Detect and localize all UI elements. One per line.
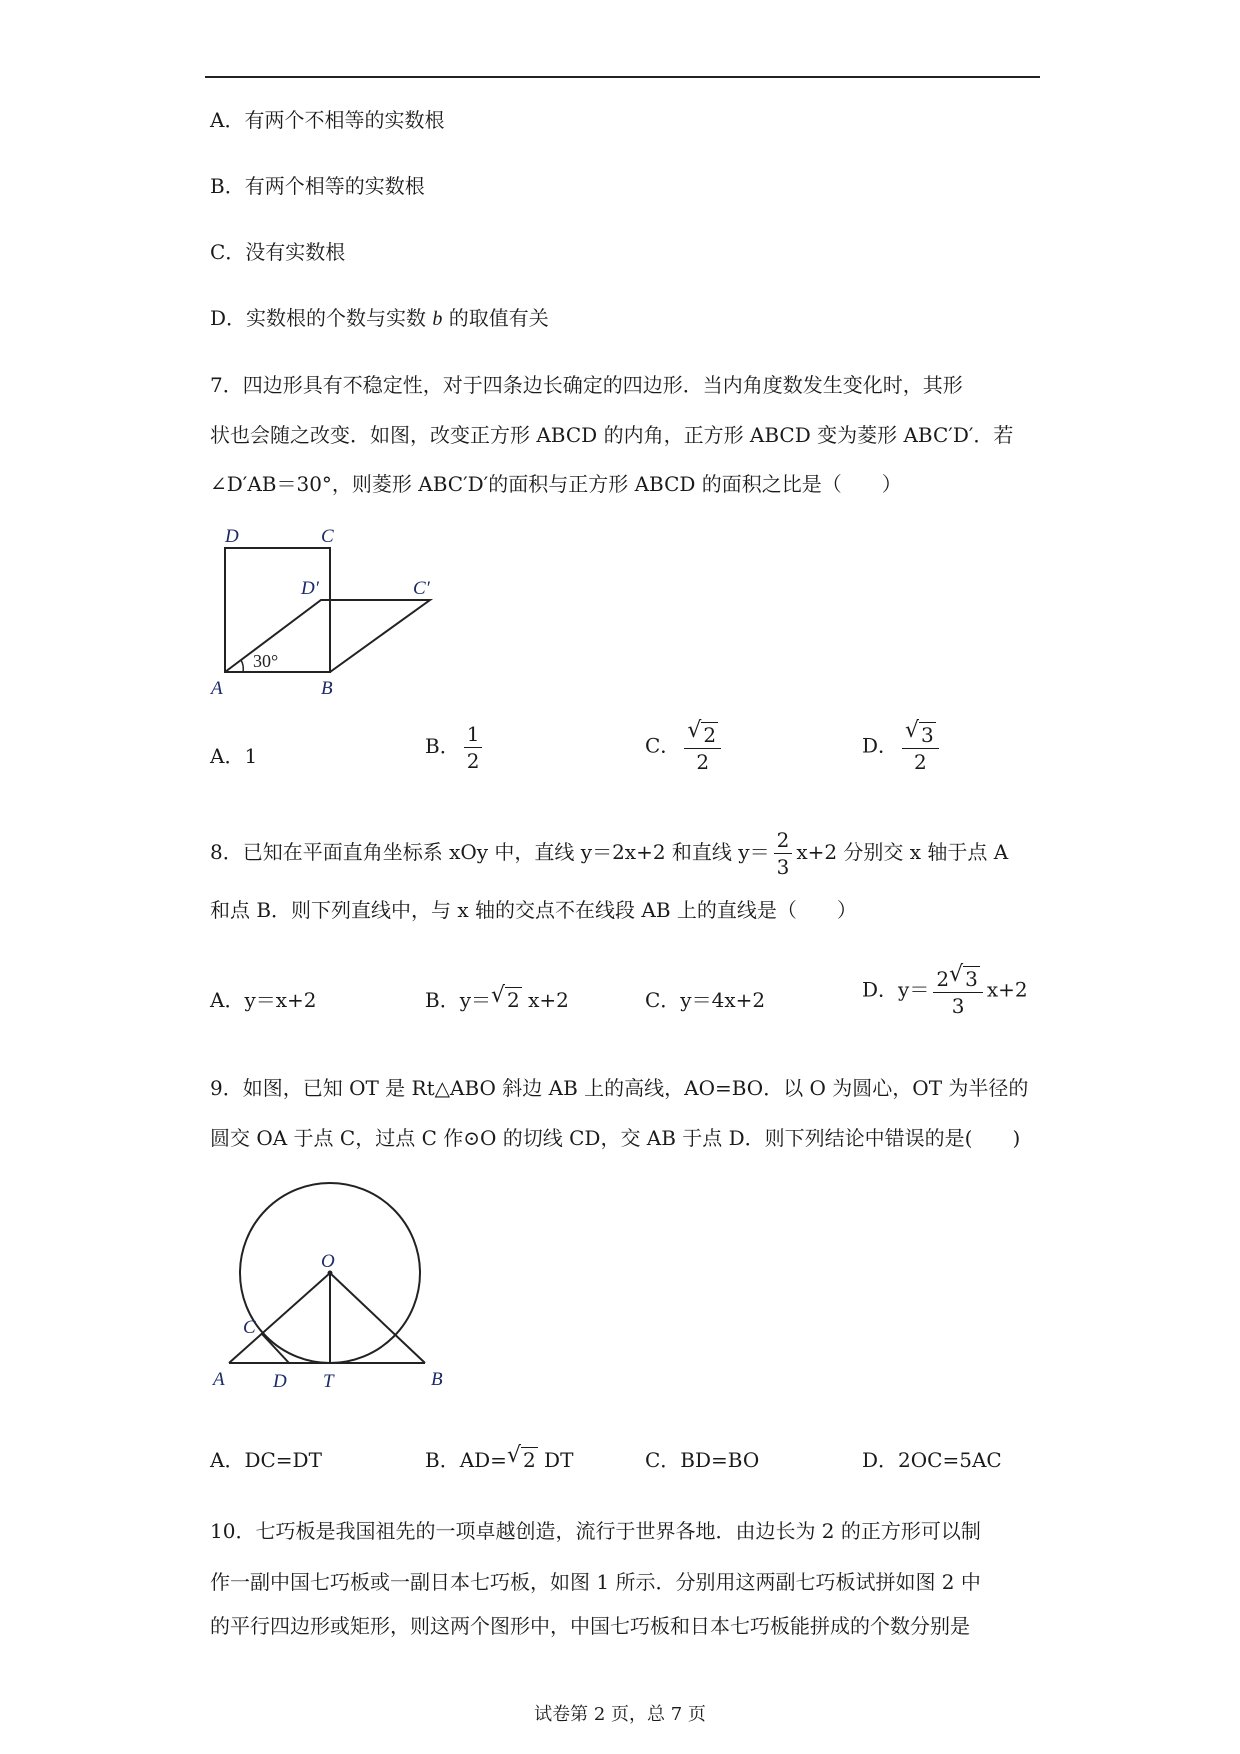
q7-stem-line3: ∠D′AB＝30°，则菱形 ABC′D′的面积与正方形 ABCD 的面积之比是（ ） [210,472,902,496]
label-T: T [323,1371,334,1392]
label-B: B [321,678,333,699]
q6-option-a: A．有两个不相等的实数根 [210,108,445,132]
q9-stem-line1: 9．如图，已知 OT 是 Rt△ABO 斜边 AB 上的高线，AO=BO．以 O 为圆心，OT 为半径的 [210,1076,1029,1100]
q6-option-b: B．有两个相等的实数根 [210,174,425,198]
q8-option-b: B．y＝√ 2 x+2 [425,986,569,1014]
q9-option-a: A．DC=DT [210,1448,322,1472]
q8-option-c: C．y＝4x+2 [645,988,766,1012]
q6-option-d: D．实数根的个数与实数 b 的取值有关 [210,306,549,330]
q9-option-b: B．AD=√ 2 DT [425,1446,573,1474]
q8-option-a: A．y＝x+2 [210,988,317,1012]
q8-option-d: D．y＝ $\frac{2√ 3}{3}$ x+2 [862,966,1028,1016]
label-A: A [211,678,223,699]
label-D: D [273,1371,287,1392]
tangent-cd [262,1334,289,1363]
q7-option-d: D． √ $\frac{3}{2}$ [862,722,943,772]
label-C-prime: C′ [413,578,430,599]
q7-figure [205,520,445,699]
label-C: C [321,526,334,547]
q8-stem-line1: 8．已知在平面直角坐标系 xOy 中，直线 y＝2x+2 和直线 y＝ $\frac{2}{3}$ x+2 分别交 x 轴于点 A [210,828,1009,879]
q10-stem-line2: 作一副中国七巧板或一副日本七巧板，如图 1 所示．分别用这两副七巧板试拼如图 2 中 [210,1570,981,1594]
q7-option-c: C． √ $\frac{2}{2}$ [645,722,725,772]
q9-option-d: D．2OC=5AC [862,1448,1002,1472]
label-O: O [321,1251,335,1272]
header-rule [205,76,1040,78]
q10-stem-line1: 10．七巧板是我国祖先的一项卓越创造，流行于世界各地．由边长为 2 的正方形可以制 [210,1519,981,1543]
q9-stem-line2: 圆交 OA 于点 C，过点 C 作⊙O 的切线 CD，交 AB 于点 D．则下列结论中错误的是( ) [210,1126,1021,1150]
label-D-prime: D′ [301,578,319,599]
label-angle: 30° [253,651,279,671]
label-B: B [431,1369,443,1390]
q6-option-c: C．没有实数根 [210,240,346,264]
label-D: D [225,526,239,547]
q10-stem-line3: 的平行四边形或矩形，则这两个图形中，中国七巧板和日本七巧板能拼成的个数分别是 [210,1614,970,1638]
page-footer: 试卷第 2 页，总 7 页 [534,1704,706,1725]
q9-option-c: C．BD=BO [645,1448,760,1472]
q8-stem-line2: 和点 B．则下列直线中，与 x 轴的交点不在线段 AB 上的直线是（ ） [210,898,857,922]
label-C: C [243,1317,256,1338]
q9-figure [205,1185,465,1400]
q7-option-b: B． $\frac{1}{2}$ [425,724,486,771]
angle-arc [241,660,243,672]
q7-stem-line1: 7．四边形具有不稳定性，对于四条边长确定的四边形．当内角度数发生变化时，其形 [210,373,963,397]
q7-option-a: A．1 [210,744,258,768]
label-A: A [213,1369,225,1390]
q7-stem-line2: 状也会随之改变．如图，改变正方形 ABCD 的内角，正方形 ABCD 变为菱形 ABC′D′．若 [210,423,1014,447]
